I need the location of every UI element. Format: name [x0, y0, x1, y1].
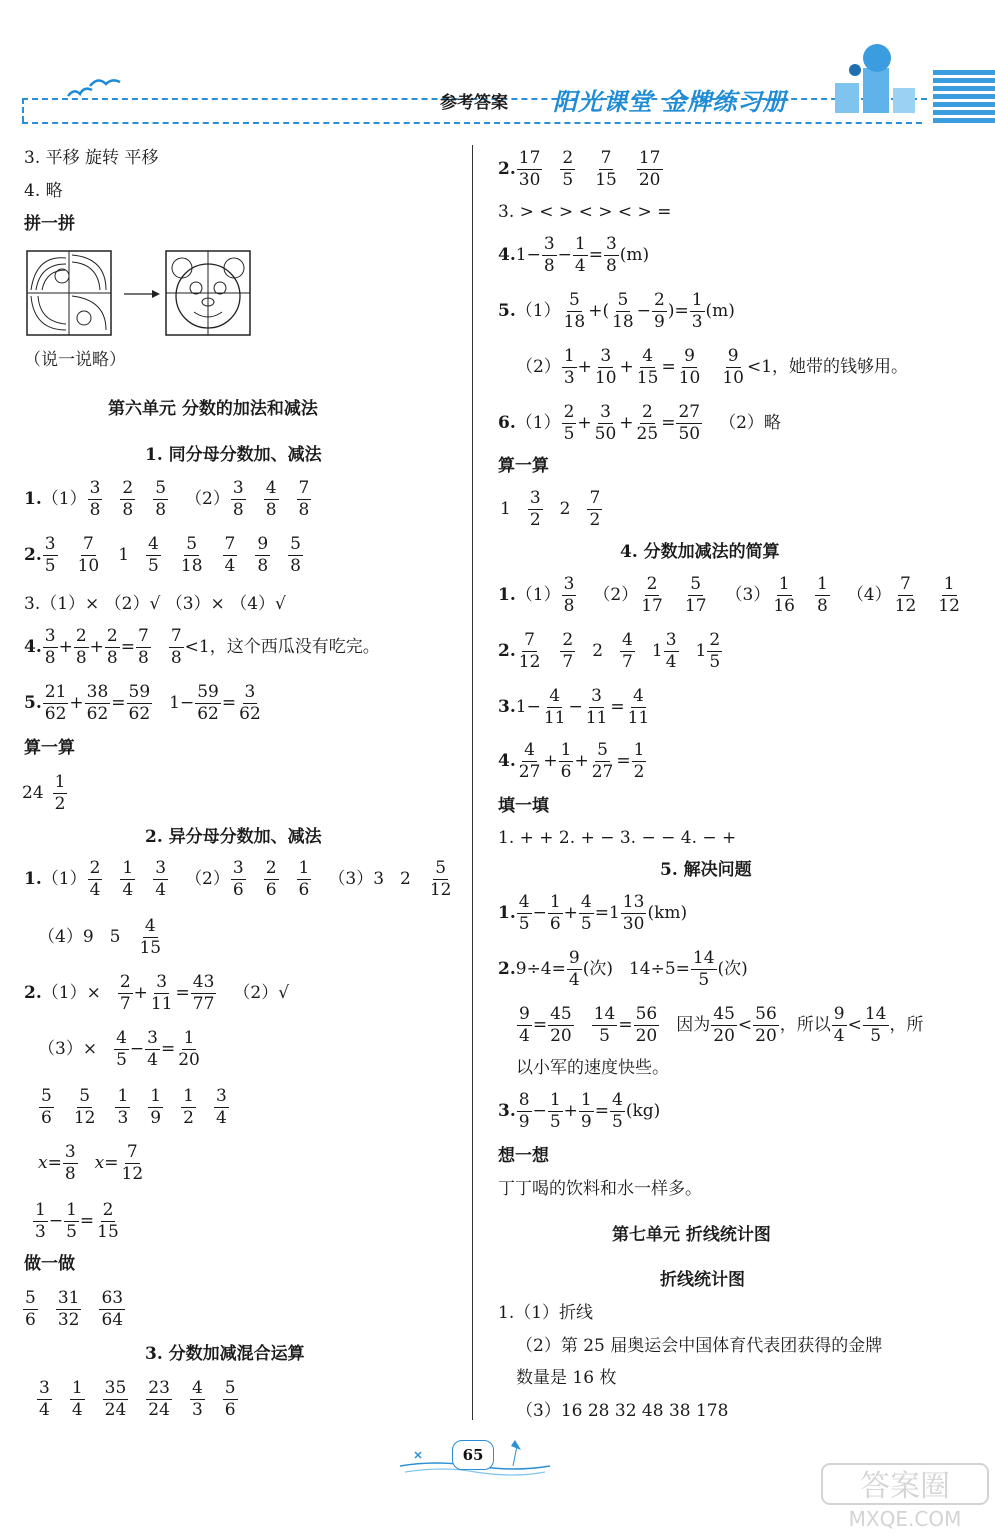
- section3-title: 3. 分数加减混合运算: [145, 1344, 305, 1364]
- r-q5-2: （2） $\frac{1}{3}$ + $\frac{3}{10}$ + $\frac{4}{15}$ = $\frac{9}{10}$ $\frac{9}{10}$ <1，她带的钱够用。: [516, 346, 909, 388]
- s1-q2: 2. $\frac{3}{5}$ $\frac{7}{10}$ 1 $\frac{4}{5}$ $\frac{5}{18}$ $\frac{7}{4}$ $\frac{9}{8}$ $\frac{5}{8}$: [24, 534, 301, 576]
- section2-title: 2. 异分母分数加、减法: [145, 827, 322, 847]
- section4-title: 4. 分数加减法的简算: [620, 542, 780, 562]
- unit6-title: 第六单元 分数的加法和减法: [108, 399, 318, 419]
- puzzle-figure: [26, 250, 270, 340]
- s2-q3: $\frac{5}{6}$ $\frac{5}{12}$ $\frac{1}{3}$ $\frac{1}{9}$ $\frac{1}{2}$ $\frac{3}{4}$: [41, 1086, 227, 1128]
- section5-title: 5. 解决问题: [660, 860, 752, 880]
- watermark-logo: [820, 1460, 990, 1532]
- section1-title: 1. 同分母分数加、减法: [145, 445, 322, 465]
- s5-q2: 2.9÷4= $\frac{9}{4}$ (次) 14÷5= $\frac{14}{5}$ (次): [498, 948, 748, 990]
- tian-heading: 填一填: [498, 796, 549, 816]
- suan-answer-left: 24 $\frac{1}{2}$: [22, 772, 66, 814]
- u7-q1-1: 1.（1）折线: [498, 1303, 594, 1323]
- suan-answer-right: 1 $\frac{3}{2}$ 2 $\frac{7}{2}$: [500, 488, 601, 530]
- suan-heading-left: 算一算: [24, 738, 75, 758]
- u7-q1-2b: 数量是 16 枚: [516, 1368, 617, 1388]
- suan-heading-right: 算一算: [498, 456, 549, 476]
- r-q4: 4.1− $\frac{3}{8}$ − $\frac{1}{4}$ = $\frac{3}{8}$ (m): [498, 234, 650, 276]
- s4-q2: 2. $\frac{7}{12}$ $\frac{2}{7}$ 2 $\frac{4}{7}$ 1 $\frac{3}{4}$ 1 $\frac{2}{5}$: [498, 630, 721, 672]
- xiang-heading: 想一想: [498, 1146, 549, 1166]
- s1-q4: 4. $\frac{3}{8}$ + $\frac{2}{8}$ + $\frac{2}{8}$ = $\frac{7}{8}$ $\frac{7}{8}$ <1，这个西瓜没有吃完。: [24, 626, 380, 668]
- s3-answer: $\frac{3}{4}$ $\frac{1}{4}$ $\frac{35}{24}$ $\frac{23}{24}$ $\frac{4}{3}$ $\frac{5}{6}$: [39, 1378, 236, 1420]
- s4-q1: 1.（1） $\frac{3}{8}$ （2） $\frac{2}{17}$ $\frac{5}{17}$ （3） $\frac{1}{16}$ $\frac{1}{8}$ （4） $\frac{7}{12}$ $\frac{1}{12}$: [498, 574, 960, 616]
- left-answer-3: 3. 平移 旋转 平移: [24, 148, 159, 168]
- u7-q1-2a: （2）第 25 届奥运会中国体育代表团获得的金牌: [516, 1336, 883, 1356]
- header-title: 阳光课堂 金牌练习册: [553, 88, 788, 116]
- r-q2: 2. $\frac{17}{30}$ $\frac{2}{5}$ $\frac{7}{15}$ $\frac{17}{20}$: [498, 148, 661, 190]
- s2-q2: 2.（1）× $\frac{2}{7}$ + $\frac{3}{11}$ = $\frac{43}{77}$ （2）√: [24, 972, 290, 1014]
- s2-q5: $\frac{1}{3}$ − $\frac{1}{5}$ = $\frac{2}{15}$: [35, 1200, 119, 1242]
- svg-text:MXQE.COM: MXQE.COM: [848, 1507, 962, 1531]
- pin-heading: 拼一拼: [24, 214, 75, 234]
- u7-q1-3: （3）16 28 32 48 38 178: [516, 1401, 729, 1421]
- s5-q3: 3. $\frac{8}{9}$ − $\frac{1}{5}$ + $\frac{1}{9}$ = $\frac{4}{5}$ (kg): [498, 1090, 661, 1132]
- header-frame-left: [22, 98, 27, 122]
- page-number: 65: [452, 1440, 494, 1470]
- s2-q2-3: （3）× $\frac{4}{5}$ − $\frac{3}{4}$ = $\frac{1}{20}$: [38, 1028, 200, 1070]
- tian-answer: 1. + + 2. + − 3. − − 4. − +: [498, 828, 737, 848]
- s2-q4: x= $\frac{3}{8}$ x= $\frac{7}{12}$: [38, 1142, 144, 1184]
- s5-q2-conclusion: 以小军的速度快些。: [516, 1058, 669, 1078]
- zuo-heading: 做一做: [24, 1254, 75, 1274]
- s1-q4-tail: <1，这个西瓜没有吃完。: [184, 637, 380, 657]
- zuo-answer: $\frac{5}{6}$ $\frac{31}{32}$ $\frac{63}{64}$: [25, 1288, 124, 1330]
- s5-q1: 1. $\frac{4}{5}$ − $\frac{1}{6}$ + $\frac{4}{5}$ =1 $\frac{13}{30}$ (km): [498, 892, 688, 934]
- column-divider: [472, 145, 473, 1420]
- svg-text:答案圈: 答案圈: [860, 1469, 950, 1504]
- s1-q1: 1.（1） $\frac{3}{8}$ $\frac{2}{8}$ $\frac{5}{8}$ （2） $\frac{3}{8}$ $\frac{4}{8}$ $\frac{7}{8}$: [24, 478, 310, 520]
- s2-q1: 1.（1） $\frac{2}{4}$ $\frac{1}{4}$ $\frac{3}{4}$ （2） $\frac{3}{6}$ $\frac{2}{6}$ $\frac{1}{6}$ （3）3 2 $\frac{5}{12}$: [24, 858, 452, 900]
- header-rule-bottom: [22, 122, 922, 124]
- shuo-note: （说一说略）: [24, 350, 126, 370]
- s5-q2-compare: $\frac{9}{4}$ = $\frac{45}{20}$ $\frac{14}{5}$ = $\frac{56}{20}$ 因为 $\frac{45}{20}$ < $\frac{56}{20}$ ，所以 $\frac{9}{4}$ < $\frac{14}{5}$ ，所: [519, 1004, 924, 1046]
- r-q6: 6.（1） $\frac{2}{5}$ + $\frac{3}{50}$ + $\frac{2}{25}$ = $\frac{27}{50}$ （2）略: [498, 402, 781, 444]
- left-answer-4: 4. 略: [24, 181, 63, 201]
- s4-q3: 3.1− $\frac{4}{11}$ − $\frac{3}{11}$ = $\frac{4}{11}$: [498, 686, 650, 728]
- xiang-answer: 丁丁喝的饮料和水一样多。: [498, 1179, 702, 1199]
- s1-q5: 5. $\frac{21}{62}$ + $\frac{38}{62}$ = $\frac{59}{62}$ 1− $\frac{59}{62}$ = $\frac{3}{62}$: [24, 682, 261, 724]
- s1-q3: 3.（1）× （2）√ （3）× （4）√: [24, 594, 286, 614]
- r-q3: 3. > < > < > < > =: [498, 202, 672, 222]
- header-ref: 参考答案: [440, 93, 508, 113]
- section7-title: 折线统计图: [660, 1270, 745, 1290]
- header-stripes: [933, 70, 995, 126]
- r-q5-1: 5.（1） $\frac{5}{18}$ +( $\frac{5}{18}$ − $\frac{2}{9}$ )= $\frac{1}{3}$ (m): [498, 290, 735, 332]
- s4-q4: 4. $\frac{4}{27}$ + $\frac{1}{6}$ + $\frac{5}{27}$ = $\frac{1}{2}$: [498, 740, 645, 782]
- s2-q1-4: （4）9 5 $\frac{4}{15}$: [38, 916, 162, 958]
- header-figure-decoration: [825, 38, 920, 118]
- unit7-title: 第七单元 折线统计图: [612, 1225, 771, 1245]
